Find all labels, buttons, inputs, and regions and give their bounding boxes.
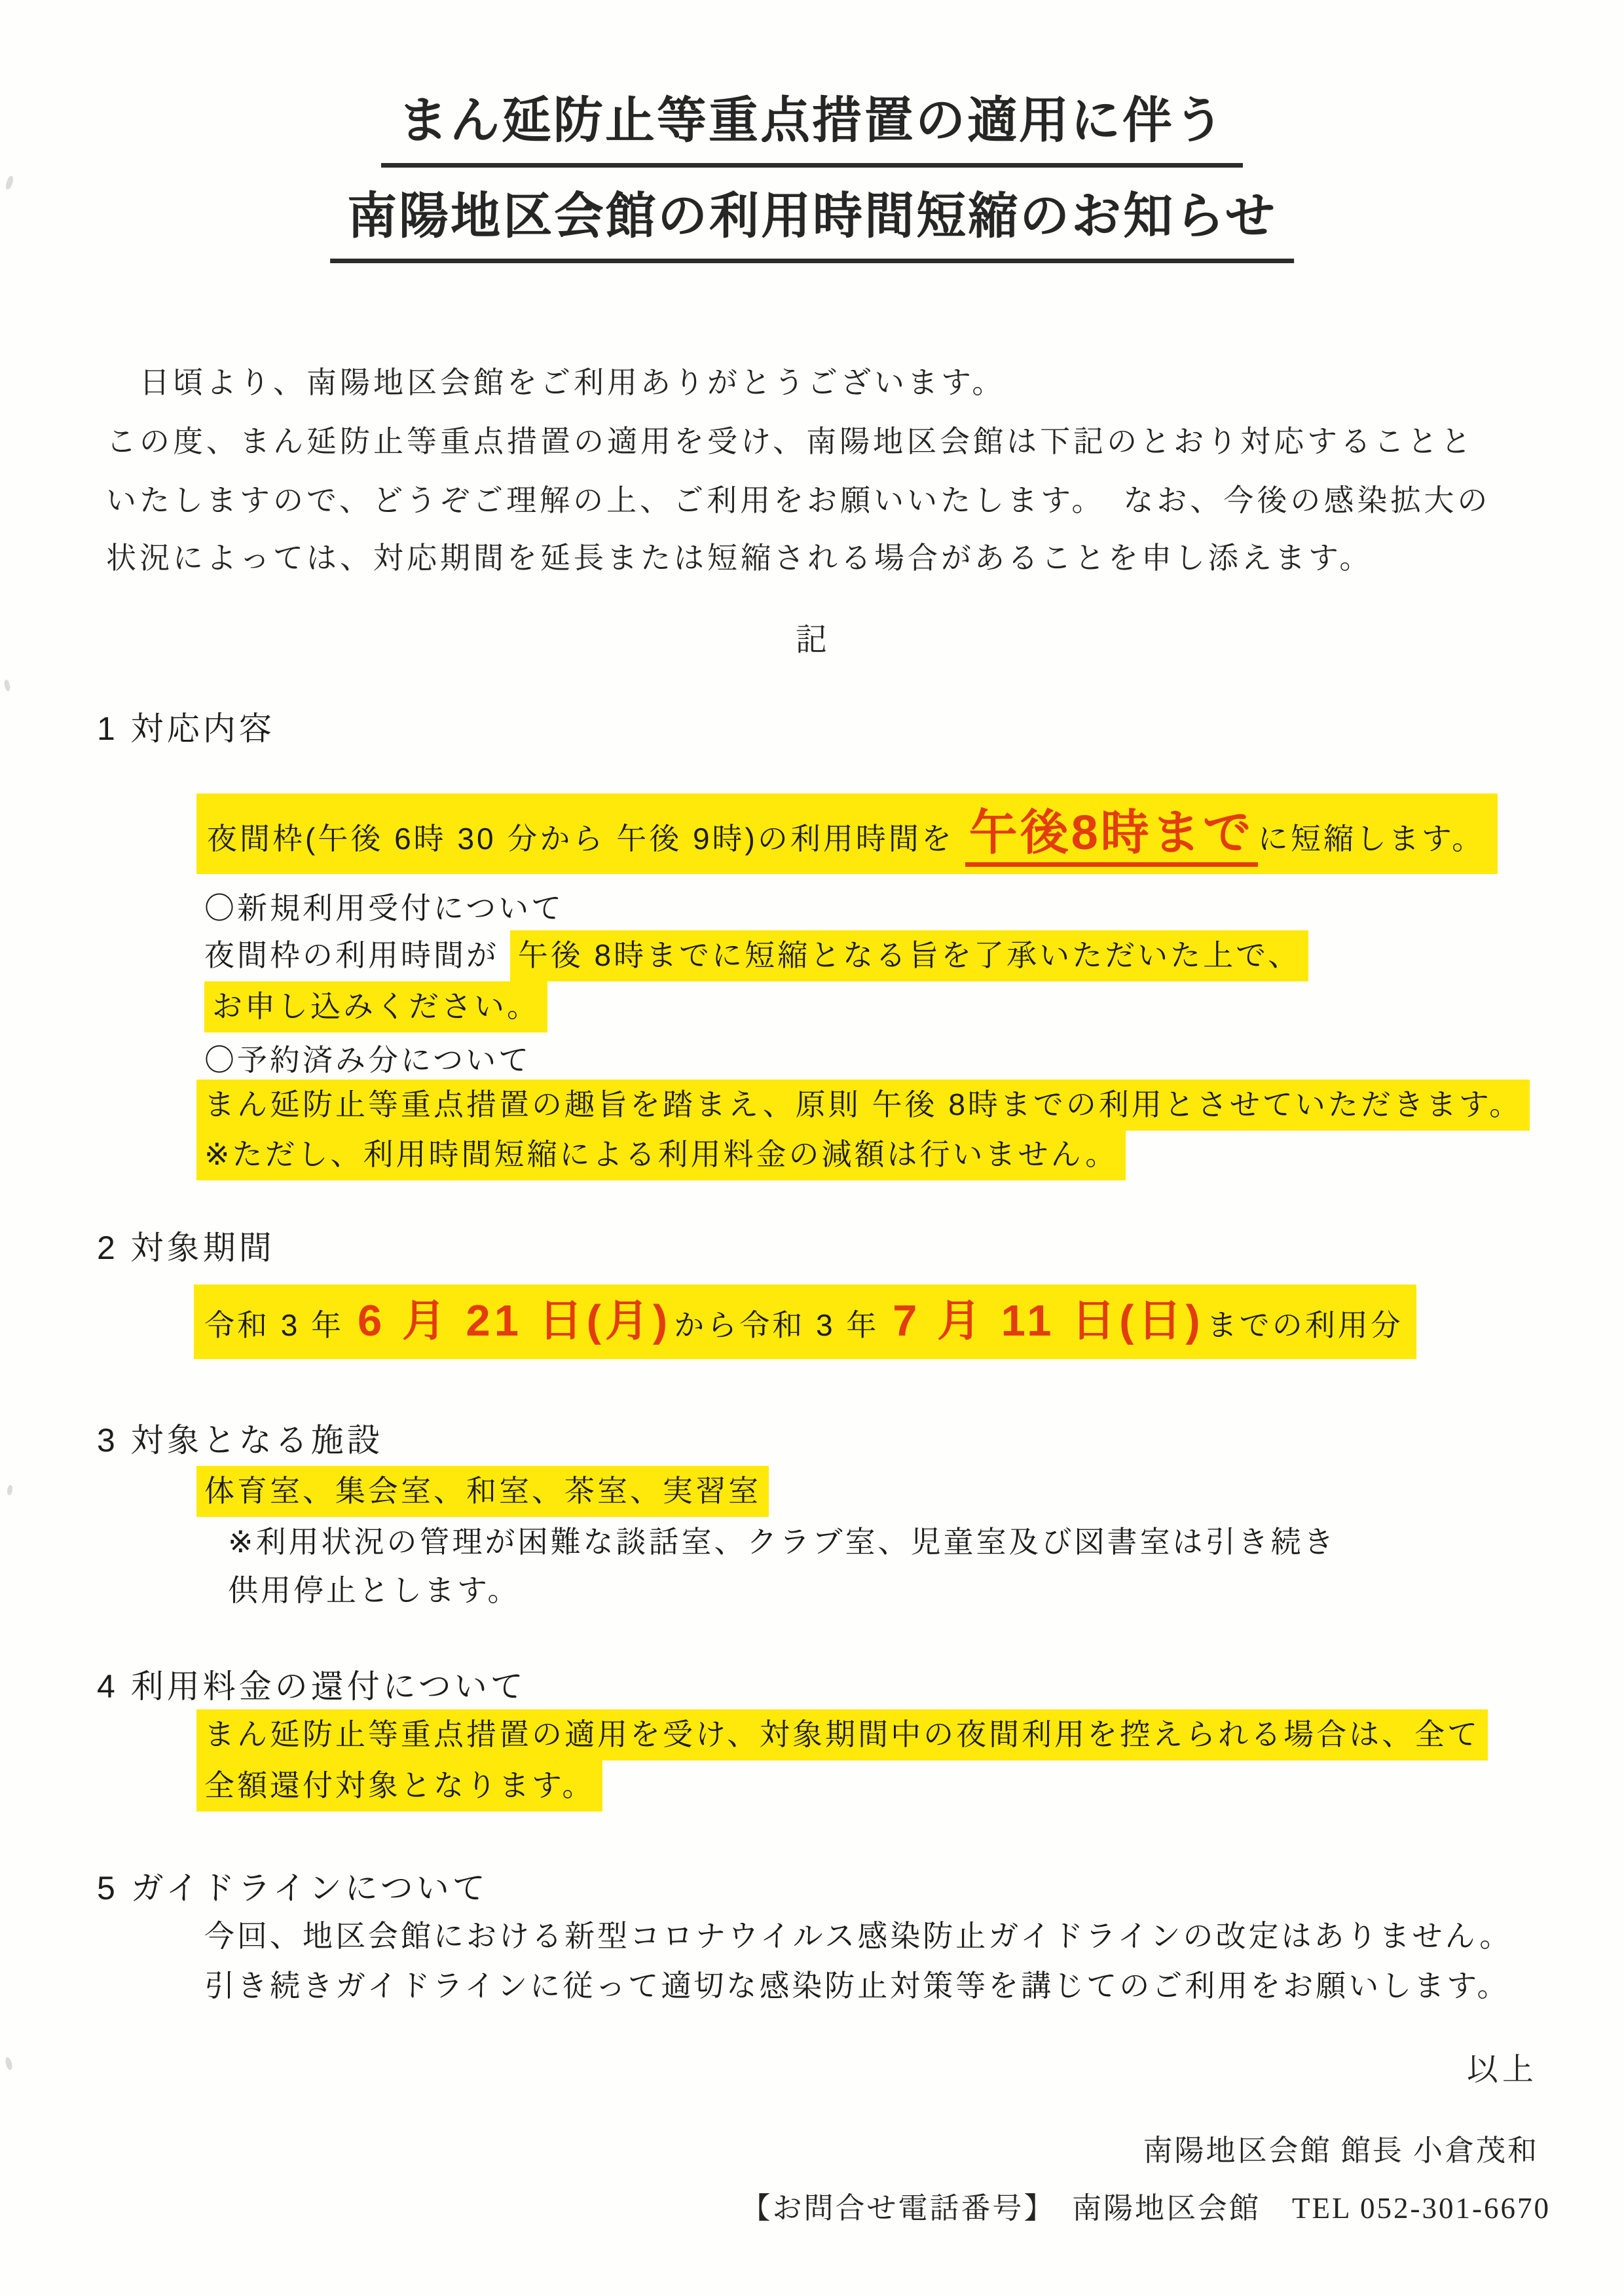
line4-highlight: まん延防止等重点措置の趣旨を踏まえ、原則 午後 8時までの利用とさせていただきます。 [196, 1080, 1530, 1131]
section1-line5 [196, 1137, 1126, 1173]
period-start-date: 6 月 21 日(月) [357, 1296, 672, 1345]
scan-artifact [5, 175, 14, 191]
intro-line: この度、まん延防止等重点措置の適用を受け、南陽地区会館は下記のとおり対応することと [106, 425, 1475, 458]
line2-plain: 夜間枠の利用時間が [204, 938, 510, 972]
section1-heading: 1 対応内容 [97, 710, 275, 747]
period-plain1: 令和 3 年 [204, 1308, 355, 1342]
section5-line1: 今回、地区会館における新型コロナウイルス感染防止ガイドラインの改定はありません。 [204, 1919, 1513, 1953]
footer-signature: 南陽地区会館 館長 小倉茂和 [1143, 2134, 1539, 2167]
intro-line: 状況によっては、対応期間を延長または短縮される場合があることを申し添えます。 [106, 541, 1373, 575]
section4-heading: 4 利用料金の還付について [97, 1668, 526, 1705]
section1-line3 [204, 989, 547, 1025]
period-plain2: から令和 3 年 [674, 1308, 891, 1342]
line3-highlight: お申し込みください。 [204, 981, 547, 1032]
section1-line4 [196, 1087, 1530, 1123]
document-title-line1: まん延防止等重点措置の適用に伴う [381, 93, 1243, 168]
line5-highlight: ※ただし、利用時間短縮による利用料金の減額は行いません。 [196, 1129, 1126, 1180]
refund-line2-highlight: 全額還付対象となります。 [196, 1760, 602, 1812]
main-line-pre: 夜間枠(午後 6時 30 分から 午後 9時)の利用時間を [207, 822, 965, 856]
section1-bullet1: 〇新規利用受付について [204, 891, 564, 925]
section1-bullet2: 〇予約済み分について [204, 1043, 532, 1077]
section5-heading: 5 ガイドラインについて [97, 1870, 489, 1906]
record-mark: 記 [795, 623, 829, 657]
section4-line1 [196, 1717, 1488, 1753]
main-line-post: に短縮します。 [1257, 822, 1485, 856]
closing-mark: 以上 [1466, 2052, 1538, 2087]
scan-artifact [7, 1484, 13, 1495]
section3-note1: ※利用状況の管理が困難な談話室、クラブ室、児童室及び図書室は引き続き [228, 1525, 1337, 1559]
line2-highlight: 午後 8時までに短縮となる旨を了承いただいた上で、 [510, 930, 1308, 981]
period-plain3: までの利用分 [1206, 1308, 1403, 1342]
section2-period-line [194, 1285, 1416, 1359]
section2-heading: 2 対象期間 [97, 1230, 275, 1266]
section3-note2: 供用停止とします。 [228, 1573, 521, 1607]
scan-artifact [3, 679, 11, 691]
section1-main-line [196, 793, 1498, 874]
refund-line1-highlight: まん延防止等重点措置の適用を受け、対象期間中の夜間利用を控えられる場合は、全て [196, 1709, 1488, 1760]
section3-heading: 3 対象となる施設 [97, 1422, 383, 1459]
intro-line: いたしますので、どうぞご理解の上、ご利用をお願いいたします。 なお、今後の感染拡大の [106, 484, 1491, 517]
footer-contact: 【お問合せ電話番号】 南陽地区会館 TEL 052-301-6670 [741, 2192, 1551, 2225]
section1-line2 [204, 938, 1308, 974]
section3-rooms [196, 1473, 769, 1509]
scan-artifact [5, 2056, 14, 2071]
rooms-highlight: 体育室、集会室、和室、茶室、実習室 [196, 1466, 769, 1517]
section5-line2: 引き続きガイドラインに従って適切な感染防止対策等を講じてのご利用をお願いします。 [204, 1969, 1510, 2003]
intro-line: 日頃より、南陽地区会館をご利用ありがとうございます。 [106, 366, 1006, 399]
main-line-emphasis: 午後8時まで [965, 805, 1258, 867]
period-end-date: 7 月 11 日(日) [893, 1296, 1204, 1345]
document-title-line2: 南陽地区会館の利用時間短縮のお知らせ [330, 189, 1294, 263]
section4-line2 [196, 1768, 602, 1804]
